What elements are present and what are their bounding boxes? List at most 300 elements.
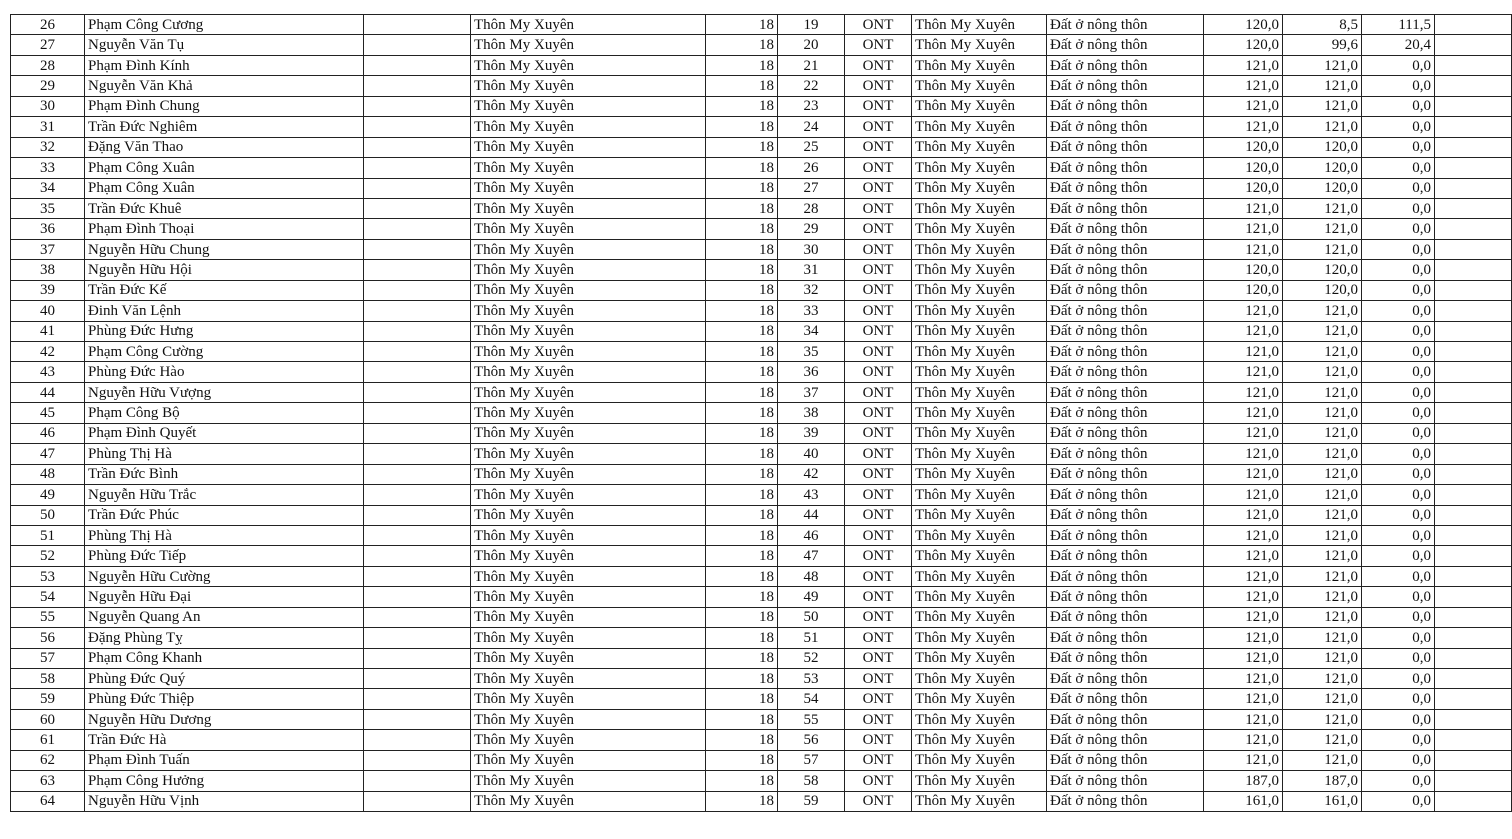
- table-row: [11, 771, 1512, 791]
- map-sheet-number: 18: [706, 628, 778, 648]
- row-number: 46: [11, 423, 85, 443]
- row-number: 62: [11, 750, 85, 770]
- owner-name: Phùng Đức Quý: [85, 669, 364, 689]
- blank-cell: [364, 628, 471, 648]
- owner-name: Trần Đức Phúc: [85, 505, 364, 525]
- land-use-code: ONT: [845, 96, 912, 116]
- area-total: 121,0: [1204, 750, 1283, 770]
- row-number: 51: [11, 525, 85, 545]
- area-used: 121,0: [1283, 750, 1362, 770]
- map-sheet-number: 18: [706, 15, 778, 35]
- area-remaining: 0,0: [1362, 669, 1435, 689]
- area-remaining: 0,0: [1362, 178, 1435, 198]
- owner-address: Thôn My Xuyên: [471, 321, 706, 341]
- plot-location: Thôn My Xuyên: [912, 730, 1047, 750]
- land-type: Đất ở nông thôn: [1047, 750, 1204, 770]
- owner-name: Phạm Đình Thoại: [85, 219, 364, 239]
- row-number: 50: [11, 505, 85, 525]
- land-type: Đất ở nông thôn: [1047, 301, 1204, 321]
- area-total: 121,0: [1204, 709, 1283, 729]
- map-sheet-number: 18: [706, 750, 778, 770]
- land-use-code: ONT: [845, 219, 912, 239]
- row-number: 36: [11, 219, 85, 239]
- table-row: [11, 730, 1512, 750]
- area-total: 121,0: [1204, 730, 1283, 750]
- plot-location: Thôn My Xuyên: [912, 669, 1047, 689]
- area-total: 121,0: [1204, 607, 1283, 627]
- land-type: Đất ở nông thôn: [1047, 76, 1204, 96]
- land-use-code: ONT: [845, 15, 912, 35]
- area-total: 121,0: [1204, 342, 1283, 362]
- owner-address: Thôn My Xuyên: [471, 444, 706, 464]
- plot-location: Thôn My Xuyên: [912, 546, 1047, 566]
- land-type: Đất ở nông thôn: [1047, 219, 1204, 239]
- area-used: 121,0: [1283, 76, 1362, 96]
- plot-location: Thôn My Xuyên: [912, 219, 1047, 239]
- blank-cell: [364, 260, 471, 280]
- land-use-code: ONT: [845, 648, 912, 668]
- plot-location: Thôn My Xuyên: [912, 158, 1047, 178]
- blank-cell: [364, 342, 471, 362]
- plot-location: Thôn My Xuyên: [912, 628, 1047, 648]
- table-row: [11, 280, 1512, 300]
- owner-address: Thôn My Xuyên: [471, 669, 706, 689]
- area-total: 121,0: [1204, 76, 1283, 96]
- land-use-code: ONT: [845, 280, 912, 300]
- land-type: Đất ở nông thôn: [1047, 321, 1204, 341]
- row-number: 47: [11, 444, 85, 464]
- owner-address: Thôn My Xuyên: [471, 505, 706, 525]
- owner-address: Thôn My Xuyên: [471, 301, 706, 321]
- blank-cell: [1435, 342, 1512, 362]
- blank-cell: [1435, 464, 1512, 484]
- owner-name: Đặng Phùng Tỵ: [85, 628, 364, 648]
- land-register-sheet: [10, 14, 1431, 812]
- area-total: 121,0: [1204, 301, 1283, 321]
- map-sheet-number: 18: [706, 587, 778, 607]
- area-total: 121,0: [1204, 55, 1283, 75]
- land-use-code: ONT: [845, 750, 912, 770]
- blank-cell: [1435, 423, 1512, 443]
- plot-number: 46: [778, 525, 845, 545]
- area-total: 187,0: [1204, 771, 1283, 791]
- area-remaining: 0,0: [1362, 76, 1435, 96]
- plot-location: Thôn My Xuyên: [912, 301, 1047, 321]
- plot-number: 27: [778, 178, 845, 198]
- plot-number: 31: [778, 260, 845, 280]
- table-row: [11, 607, 1512, 627]
- map-sheet-number: 18: [706, 505, 778, 525]
- blank-cell: [364, 566, 471, 586]
- owner-address: Thôn My Xuyên: [471, 96, 706, 116]
- row-number: 43: [11, 362, 85, 382]
- land-type: Đất ở nông thôn: [1047, 730, 1204, 750]
- plot-number: 48: [778, 566, 845, 586]
- table-row: [11, 342, 1512, 362]
- area-remaining: 0,0: [1362, 321, 1435, 341]
- land-use-code: ONT: [845, 566, 912, 586]
- row-number: 29: [11, 76, 85, 96]
- area-total: 121,0: [1204, 689, 1283, 709]
- area-total: 121,0: [1204, 525, 1283, 545]
- blank-cell: [364, 239, 471, 259]
- area-total: 120,0: [1204, 15, 1283, 35]
- blank-cell: [364, 137, 471, 157]
- plot-location: Thôn My Xuyên: [912, 771, 1047, 791]
- plot-number: 50: [778, 607, 845, 627]
- area-remaining: 0,0: [1362, 403, 1435, 423]
- land-use-code: ONT: [845, 76, 912, 96]
- owner-name: Phùng Đức Tiếp: [85, 546, 364, 566]
- plot-location: Thôn My Xuyên: [912, 587, 1047, 607]
- blank-cell: [364, 219, 471, 239]
- row-number: 32: [11, 137, 85, 157]
- plot-number: 26: [778, 158, 845, 178]
- table-row: [11, 198, 1512, 218]
- land-use-code: ONT: [845, 301, 912, 321]
- area-total: 120,0: [1204, 137, 1283, 157]
- map-sheet-number: 18: [706, 76, 778, 96]
- area-remaining: 0,0: [1362, 730, 1435, 750]
- map-sheet-number: 18: [706, 546, 778, 566]
- table-row: [11, 648, 1512, 668]
- land-type: Đất ở nông thôn: [1047, 96, 1204, 116]
- area-remaining: 0,0: [1362, 607, 1435, 627]
- blank-cell: [364, 525, 471, 545]
- plot-location: Thôn My Xuyên: [912, 342, 1047, 362]
- plot-location: Thôn My Xuyên: [912, 566, 1047, 586]
- land-use-code: ONT: [845, 158, 912, 178]
- owner-address: Thôn My Xuyên: [471, 771, 706, 791]
- area-remaining: 0,0: [1362, 137, 1435, 157]
- blank-cell: [1435, 260, 1512, 280]
- area-used: 121,0: [1283, 587, 1362, 607]
- owner-name: Trần Đức Khuê: [85, 198, 364, 218]
- blank-cell: [1435, 791, 1512, 811]
- owner-name: Phạm Đình Quyết: [85, 423, 364, 443]
- area-total: 121,0: [1204, 96, 1283, 116]
- blank-cell: [364, 96, 471, 116]
- map-sheet-number: 18: [706, 382, 778, 402]
- plot-number: 52: [778, 648, 845, 668]
- plot-number: 29: [778, 219, 845, 239]
- land-type: Đất ở nông thôn: [1047, 607, 1204, 627]
- table-body: [11, 15, 1512, 812]
- land-type: Đất ở nông thôn: [1047, 669, 1204, 689]
- land-use-code: ONT: [845, 669, 912, 689]
- row-number: 42: [11, 342, 85, 362]
- owner-name: Trần Đức Nghiêm: [85, 117, 364, 137]
- land-type: Đất ở nông thôn: [1047, 239, 1204, 259]
- owner-address: Thôn My Xuyên: [471, 198, 706, 218]
- plot-number: 44: [778, 505, 845, 525]
- land-type: Đất ở nông thôn: [1047, 260, 1204, 280]
- area-total: 121,0: [1204, 423, 1283, 443]
- blank-cell: [364, 791, 471, 811]
- area-remaining: 0,0: [1362, 546, 1435, 566]
- area-used: 121,0: [1283, 628, 1362, 648]
- area-total: 120,0: [1204, 178, 1283, 198]
- owner-address: Thôn My Xuyên: [471, 260, 706, 280]
- land-type: Đất ở nông thôn: [1047, 566, 1204, 586]
- land-type: Đất ở nông thôn: [1047, 546, 1204, 566]
- table-row: [11, 689, 1512, 709]
- blank-cell: [1435, 198, 1512, 218]
- plot-location: Thôn My Xuyên: [912, 791, 1047, 811]
- map-sheet-number: 18: [706, 669, 778, 689]
- table-row: [11, 566, 1512, 586]
- land-type: Đất ở nông thôn: [1047, 382, 1204, 402]
- map-sheet-number: 18: [706, 689, 778, 709]
- plot-number: 40: [778, 444, 845, 464]
- map-sheet-number: 18: [706, 403, 778, 423]
- area-total: 121,0: [1204, 566, 1283, 586]
- plot-location: Thôn My Xuyên: [912, 382, 1047, 402]
- area-used: 121,0: [1283, 525, 1362, 545]
- area-remaining: 0,0: [1362, 362, 1435, 382]
- area-total: 121,0: [1204, 198, 1283, 218]
- row-number: 53: [11, 566, 85, 586]
- map-sheet-number: 18: [706, 444, 778, 464]
- plot-number: 25: [778, 137, 845, 157]
- owner-address: Thôn My Xuyên: [471, 178, 706, 198]
- table-row: [11, 505, 1512, 525]
- table-row: [11, 117, 1512, 137]
- owner-name: Phạm Công Xuân: [85, 178, 364, 198]
- owner-address: Thôn My Xuyên: [471, 55, 706, 75]
- plot-location: Thôn My Xuyên: [912, 485, 1047, 505]
- owner-address: Thôn My Xuyên: [471, 750, 706, 770]
- plot-location: Thôn My Xuyên: [912, 648, 1047, 668]
- owner-name: Phạm Công Cường: [85, 342, 364, 362]
- plot-location: Thôn My Xuyên: [912, 444, 1047, 464]
- owner-name: Nguyễn Hữu Đại: [85, 587, 364, 607]
- table-row: [11, 301, 1512, 321]
- area-used: 161,0: [1283, 791, 1362, 811]
- blank-cell: [1435, 669, 1512, 689]
- land-type: Đất ở nông thôn: [1047, 15, 1204, 35]
- area-remaining: 0,0: [1362, 648, 1435, 668]
- blank-cell: [364, 55, 471, 75]
- row-number: 30: [11, 96, 85, 116]
- map-sheet-number: 18: [706, 648, 778, 668]
- area-used: 121,0: [1283, 444, 1362, 464]
- table-row: [11, 96, 1512, 116]
- area-used: 121,0: [1283, 362, 1362, 382]
- area-remaining: 0,0: [1362, 96, 1435, 116]
- area-remaining: 0,0: [1362, 219, 1435, 239]
- plot-number: 38: [778, 403, 845, 423]
- area-total: 121,0: [1204, 505, 1283, 525]
- plot-location: Thôn My Xuyên: [912, 525, 1047, 545]
- land-type: Đất ở nông thôn: [1047, 55, 1204, 75]
- table-row: [11, 444, 1512, 464]
- land-use-code: ONT: [845, 260, 912, 280]
- table-row: [11, 76, 1512, 96]
- row-number: 64: [11, 791, 85, 811]
- blank-cell: [364, 444, 471, 464]
- map-sheet-number: 18: [706, 607, 778, 627]
- owner-address: Thôn My Xuyên: [471, 485, 706, 505]
- owner-address: Thôn My Xuyên: [471, 628, 706, 648]
- land-type: Đất ở nông thôn: [1047, 178, 1204, 198]
- owner-address: Thôn My Xuyên: [471, 403, 706, 423]
- map-sheet-number: 18: [706, 730, 778, 750]
- row-number: 54: [11, 587, 85, 607]
- owner-name: Phùng Đức Thiệp: [85, 689, 364, 709]
- owner-name: Nguyễn Hữu Chung: [85, 239, 364, 259]
- table-row: [11, 15, 1512, 35]
- land-use-code: ONT: [845, 35, 912, 55]
- owner-name: Nguyễn Hữu Dương: [85, 709, 364, 729]
- plot-number: 39: [778, 423, 845, 443]
- area-remaining: 0,0: [1362, 239, 1435, 259]
- blank-cell: [364, 689, 471, 709]
- row-number: 35: [11, 198, 85, 218]
- land-use-code: ONT: [845, 403, 912, 423]
- blank-cell: [1435, 403, 1512, 423]
- area-used: 121,0: [1283, 709, 1362, 729]
- blank-cell: [1435, 750, 1512, 770]
- area-total: 121,0: [1204, 464, 1283, 484]
- plot-number: 42: [778, 464, 845, 484]
- map-sheet-number: 18: [706, 423, 778, 443]
- owner-name: Trần Đức Kế: [85, 280, 364, 300]
- blank-cell: [1435, 301, 1512, 321]
- blank-cell: [364, 321, 471, 341]
- area-used: 121,0: [1283, 342, 1362, 362]
- land-type: Đất ở nông thôn: [1047, 505, 1204, 525]
- owner-address: Thôn My Xuyên: [471, 280, 706, 300]
- area-remaining: 0,0: [1362, 260, 1435, 280]
- plot-location: Thôn My Xuyên: [912, 464, 1047, 484]
- area-total: 120,0: [1204, 260, 1283, 280]
- plot-number: 23: [778, 96, 845, 116]
- plot-location: Thôn My Xuyên: [912, 750, 1047, 770]
- row-number: 56: [11, 628, 85, 648]
- map-sheet-number: 18: [706, 566, 778, 586]
- plot-number: 59: [778, 791, 845, 811]
- area-used: 121,0: [1283, 566, 1362, 586]
- land-use-code: ONT: [845, 505, 912, 525]
- land-type: Đất ở nông thôn: [1047, 280, 1204, 300]
- row-number: 41: [11, 321, 85, 341]
- map-sheet-number: 18: [706, 260, 778, 280]
- area-remaining: 0,0: [1362, 750, 1435, 770]
- table-row: [11, 587, 1512, 607]
- map-sheet-number: 18: [706, 791, 778, 811]
- row-number: 57: [11, 648, 85, 668]
- plot-location: Thôn My Xuyên: [912, 321, 1047, 341]
- plot-number: 28: [778, 198, 845, 218]
- area-total: 121,0: [1204, 403, 1283, 423]
- land-type: Đất ở nông thôn: [1047, 362, 1204, 382]
- blank-cell: [364, 464, 471, 484]
- area-used: 121,0: [1283, 464, 1362, 484]
- blank-cell: [364, 607, 471, 627]
- area-remaining: 0,0: [1362, 55, 1435, 75]
- blank-cell: [364, 709, 471, 729]
- area-total: 121,0: [1204, 587, 1283, 607]
- table-row: [11, 423, 1512, 443]
- land-type: Đất ở nông thôn: [1047, 587, 1204, 607]
- area-remaining: 0,0: [1362, 158, 1435, 178]
- blank-cell: [364, 587, 471, 607]
- area-used: 121,0: [1283, 689, 1362, 709]
- area-remaining: 0,0: [1362, 525, 1435, 545]
- area-remaining: 111,5: [1362, 15, 1435, 35]
- plot-number: 35: [778, 342, 845, 362]
- land-type: Đất ở nông thôn: [1047, 709, 1204, 729]
- area-used: 121,0: [1283, 505, 1362, 525]
- blank-cell: [364, 158, 471, 178]
- blank-cell: [1435, 96, 1512, 116]
- map-sheet-number: 18: [706, 35, 778, 55]
- blank-cell: [364, 546, 471, 566]
- blank-cell: [364, 301, 471, 321]
- blank-cell: [1435, 546, 1512, 566]
- row-number: 40: [11, 301, 85, 321]
- plot-location: Thôn My Xuyên: [912, 178, 1047, 198]
- table-row: [11, 239, 1512, 259]
- area-total: 161,0: [1204, 791, 1283, 811]
- blank-cell: [1435, 35, 1512, 55]
- blank-cell: [1435, 709, 1512, 729]
- blank-cell: [1435, 566, 1512, 586]
- plot-number: 43: [778, 485, 845, 505]
- land-type: Đất ở nông thôn: [1047, 158, 1204, 178]
- plot-location: Thôn My Xuyên: [912, 607, 1047, 627]
- owner-name: Đinh Văn Lệnh: [85, 301, 364, 321]
- area-remaining: 0,0: [1362, 505, 1435, 525]
- blank-cell: [1435, 382, 1512, 402]
- owner-name: Phạm Đình Chung: [85, 96, 364, 116]
- plot-number: 19: [778, 15, 845, 35]
- row-number: 49: [11, 485, 85, 505]
- owner-name: Phạm Đình Kính: [85, 55, 364, 75]
- area-total: 121,0: [1204, 219, 1283, 239]
- area-remaining: 0,0: [1362, 771, 1435, 791]
- blank-cell: [1435, 55, 1512, 75]
- plot-number: 32: [778, 280, 845, 300]
- owner-address: Thôn My Xuyên: [471, 382, 706, 402]
- area-remaining: 0,0: [1362, 689, 1435, 709]
- land-use-code: ONT: [845, 464, 912, 484]
- land-use-code: ONT: [845, 239, 912, 259]
- land-use-code: ONT: [845, 771, 912, 791]
- map-sheet-number: 18: [706, 321, 778, 341]
- blank-cell: [364, 15, 471, 35]
- owner-address: Thôn My Xuyên: [471, 35, 706, 55]
- plot-location: Thôn My Xuyên: [912, 117, 1047, 137]
- area-remaining: 0,0: [1362, 423, 1435, 443]
- area-used: 121,0: [1283, 198, 1362, 218]
- blank-cell: [364, 198, 471, 218]
- land-type: Đất ở nông thôn: [1047, 35, 1204, 55]
- land-type: Đất ở nông thôn: [1047, 117, 1204, 137]
- map-sheet-number: 18: [706, 219, 778, 239]
- owner-address: Thôn My Xuyên: [471, 607, 706, 627]
- blank-cell: [1435, 178, 1512, 198]
- table-row: [11, 321, 1512, 341]
- row-number: 33: [11, 158, 85, 178]
- owner-name: Nguyễn Hữu Vịnh: [85, 791, 364, 811]
- land-type: Đất ở nông thôn: [1047, 464, 1204, 484]
- owner-address: Thôn My Xuyên: [471, 423, 706, 443]
- owner-name: Phạm Công Bộ: [85, 403, 364, 423]
- land-type: Đất ở nông thôn: [1047, 485, 1204, 505]
- plot-number: 47: [778, 546, 845, 566]
